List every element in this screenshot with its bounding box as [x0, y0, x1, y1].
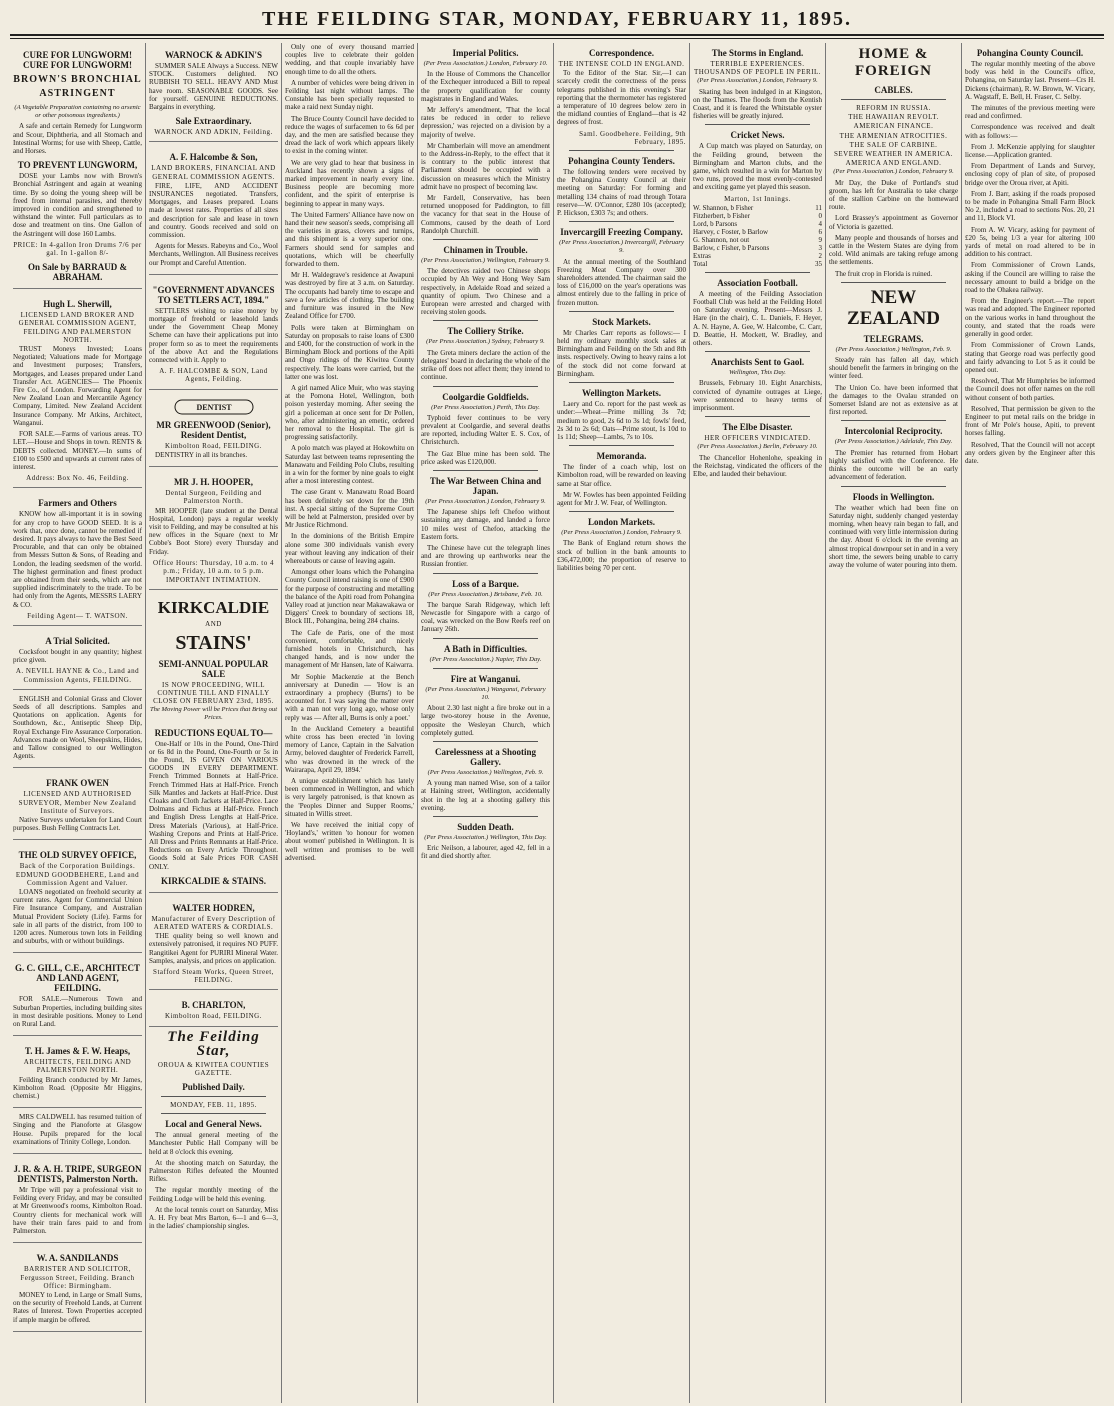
column-6 — [690, 43, 826, 1403]
advert-heading-2: STAINS' — [175, 631, 252, 654]
article-paragraph: The minutes of the previous meeting were read and confirmed. — [965, 104, 1095, 121]
advert-heading: Hugh L. Sherwill, — [43, 299, 112, 310]
advert-hodren — [149, 896, 278, 991]
article-paragraph: From Commissioner of Crown Lands, stating that George road was perfectly good and fairly advancing to Lot 5 as it could be opened out. — [965, 341, 1095, 374]
article-heading: Coolgardie Goldfields. — [442, 391, 529, 402]
article-heading: Loss of a Barque. — [452, 578, 519, 589]
article-dateline: (Per Press Association.) Berlin, February 10. — [697, 443, 818, 451]
article-heading: Carelessness at a Shooting Gallery. — [434, 746, 537, 767]
advert-note: IS NOW PROCEEDING, WILL CONTINUE TILL AND FINALLY CLOSE ON FEBRUARY 23rd, 1895. — [153, 680, 274, 705]
score-runs: 6 — [818, 227, 822, 236]
article-paragraph: Skating has been indulged in at Kingston, on the Thames. The floods from the Kentish Coast, and it is feared the Whitstable oyster fisheries will be greatly injured. — [693, 87, 822, 121]
advert-subheading: SEMI-ANNUAL POPULAR SALE — [158, 658, 269, 679]
column-2 — [146, 43, 282, 1403]
advert-farmers — [13, 491, 142, 626]
paper-published: Published Daily. — [182, 1082, 245, 1093]
article-paragraph: Many people and thousands of horses and cattle in the Western States are dying from cold. Wild animals are taking refuge among the settlements. — [829, 233, 958, 267]
advert-body: SETTLERS wishing to raise money by mortgage of freehold or leasehold lands under the Government Cheap Money Scheme can have their applications put into proper form so as to meet the requirements of the above Act and the Regulations connected with it. Apply to — [149, 306, 278, 365]
score-name: Barlow, c Fisher, b Parsons — [693, 243, 770, 252]
article-paragraph: Mr Chamberlain will move an amendment to the Address-in-Reply, to the effect that it is contrary to the public interest that Parliament should be occupied with a discussion on measures which the Ministry admit have no prospect of becoming law. — [421, 141, 550, 191]
article-heading: Chinamen in Trouble. — [443, 245, 528, 256]
advert-signature: KIRKCALDIE & STAINS. — [160, 875, 267, 886]
score-name: W. Shannon, b Fisher — [693, 203, 754, 212]
divider — [841, 282, 946, 283]
article-dateline: (Per Press Association.) Perth, This Day. — [431, 403, 540, 411]
article-dateline: (Per Press Association.) Wanganui, February 10. — [425, 685, 546, 701]
article-dateline: (Per Press Association.) Napier, This Day. — [429, 655, 542, 663]
article-paragraph: To the Editor of the Star. Sir,—I can scarcely credit the correctness of the press telegrams published in this evening's Star reporting that the thermometer has registered a temperature of 10 degrees below zero in the midland counties of England—that is 42 degrees of frost. — [557, 69, 686, 127]
advert-subheading: LICENSED AND AUTHORISED SURVEYOR, Member New Zealand Institute of Surveyors. — [18, 790, 137, 815]
article-dateline: (Per Press Association.) Wellington, Feb. 9. — [427, 768, 544, 776]
divider — [569, 311, 674, 312]
article-paragraph: From Department of Lands and Survey, enclosing copy of plan of site, of proposed bridge over the Oroua river, at Apiti. — [965, 162, 1095, 187]
advert-heading: THE OLD SURVEY OFFICE, — [18, 850, 137, 861]
advert-heading: "GOVERNMENT ADVANCES TO SETTLERS ACT, 1894." — [152, 284, 275, 305]
news-paragraph: We have received the initial copy of 'Hoyland's,' written 'to honour for women about women' published in Wellington. It is well written and promises to be well advertised. — [285, 821, 414, 862]
score-table — [693, 204, 822, 268]
news-paragraph: The Cafe de Paris, one of the most convenient, comfortable, and nicely furnished hotels in Christchurch, has changed hands, and is now under the management of Mr Hansen, late of Kaiwarra. — [285, 628, 414, 670]
advert-caldwell — [13, 1111, 142, 1154]
news-paragraph: Polls were taken at Birmingham on Saturday on proposals to raise loans of £300 and £400, for the construction of work in the Birmingham Block and portions of the Apiti and Ongo ridings of the Kiwitea County respectively. The loans were carried, but the latter one was lost. — [285, 323, 414, 381]
advert-heading: B. CHARLTON, — [181, 1000, 246, 1011]
advert-agents: Agents for Messrs. Rabeyns and Co., Wool Merchants, Wellington. All Business receives our Prompt and Careful Attention. — [149, 242, 278, 267]
divider — [569, 445, 674, 446]
article-dateline: (Per Press Association.) London, February 10. — [423, 60, 548, 67]
article-paragraph: The Premier has returned from Hobart highly satisfied with the Conference. He thinks the outcome will be an early advancement of federation. — [829, 448, 958, 482]
advert-sandilands — [13, 1246, 142, 1331]
cable-topic: REFORM IN RUSSIA. — [856, 104, 931, 112]
news-paragraph: The case Grant v. Manawatu Road Board has been definitely set down for the 19th inst. A special sitting of the Supreme Court will be held at Palmerston, presided over by Mr Justice Richmond. — [285, 488, 414, 530]
advert-subheading: LAND BROKERS, FINANCIAL AND GENERAL COMMISSION AGENTS. — [151, 164, 276, 181]
article-paragraph: At the annual meeting of the Southland Freezing Meat Company over 300 shareholders attended. The chairman said the loss of £16,000 on the year's operations was almost entirely due to the falling in price of frozen mutton. — [557, 257, 686, 307]
article-paragraph: Typhoid fever continues to be very prevalent at Coolgardie, and several deaths are reported, including Walter E. S. Cox, of Christchurch. — [421, 413, 550, 447]
article-heading: Floods in Wellington. — [852, 491, 935, 502]
advert-subheading: (A Vegetable Preparation containing no arsenic or other poisonous ingredients.) — [14, 104, 141, 120]
advert-body-2: DOSE your Lambs now with Brown's Bronchial Astringent and again at weaning time. By so doing the young sheep will be freed from internal parasites, and thereby improved in condition and strengthened to withstand the winter. Full particulars as to dose and treatment on tins. One Gallon of the Astringent will dose 160 Lambs. — [13, 172, 142, 238]
advert-heading: BROWN'S BRONCHIAL ASTRINGENT — [13, 74, 142, 99]
column-3 — [282, 43, 418, 1403]
advert-greenwood — [149, 393, 278, 467]
article-heading: Intercolonial Reciprocity. — [844, 426, 943, 437]
divider — [433, 239, 538, 240]
advert-title: CURE FOR LUNGWORM! CURE FOR LUNGWORM! — [23, 50, 132, 70]
article-heading: Correspondence. — [588, 48, 655, 58]
article-paragraph: A Cup match was played on Saturday, on the Feilding ground, between the Birmingham and Marton clubs, and the game, which resulted in a win for Marton by two runs, proved the most evenly-contested and exciting game yet played this season. — [693, 142, 822, 192]
article-paragraph: The Union Co. have been informed that the damages to the Ovalau stranded on Somerset Island are not as extensive as at first reported. — [829, 383, 958, 417]
news-paragraph: The Bruce County Council have decided to reduce the wages of surfacemen to 6s 6d per day, and the men are satisfied because they dread the lack of work which appears likely to exist in the coming winter. — [285, 114, 414, 156]
news-paragraph: Mr Sophie Mackenzie at the Bench anniversary at Dunedin — 'How is an extraordinary a prophecy (Burns') to be accounted for. I was saying the matter over with a man not very long ago, whose only reply was — After all, Burns is only a poet.' — [285, 672, 414, 722]
divider — [569, 382, 674, 383]
advert-charlton — [149, 993, 278, 1026]
divider — [433, 741, 538, 742]
article-heading: Pohangina County Tenders. — [568, 156, 675, 167]
article-paragraph: Resolved, That Mr Humphries be informed the Council does not offer names on the roll without consent of both parties. — [965, 377, 1095, 402]
article-dateline: (Per Press Association.) London, February 9. — [833, 168, 954, 176]
article-dateline: (Per Press Association.) Wellington, This Day. — [424, 834, 547, 841]
advert-address: Address: Box No. 46, Feilding. — [26, 474, 129, 483]
score-runs: 35 — [815, 259, 822, 268]
advert-heading: MR GREENWOOD (Senior), Resident Dentist, — [156, 419, 271, 440]
advert-subheading: ARCHITECTS, FEILDING AND PALMERSTON NORTH. — [23, 1058, 132, 1075]
advert-body: Feilding Branch conducted by Mr James, Kimbolton Road. (Opposite Mr Higgins, chemist.) — [13, 1075, 142, 1101]
article-paragraph: The Japanese ships left Chefoo without sustaining any damage, and landed a force 10 miles west of Chefoo, attacking the Eastern forts. — [421, 508, 550, 541]
advert-body: ENGLISH and Colonial Grass and Clover Seeds of all descriptions. Samples and Quotations on application. Agents for Southdown, &c., Antiseptic Sheep Dip, Royal Exchange Fire Assurance Corporation. Advances made on Wool, Sheepskins, Hides, and Tallow consigned to our Wellington Agents. — [13, 694, 142, 761]
article-paragraph: Mr Jeffery's amendment, 'That the local rates be reduced in order to relieve depression,' was rejected on a division by a majority of twelve. — [421, 106, 550, 139]
article-dateline: (Per Press Association.) Wellington, February 9. — [421, 257, 550, 265]
score-name: Extras — [693, 251, 711, 260]
section-heading-home-foreign: HOME & FOREIGN — [854, 46, 932, 79]
dentist-banner-text: DENTIST — [195, 402, 232, 412]
column-7 — [826, 43, 962, 1403]
advert-heading-2: TO PREVENT LUNGWORM, — [17, 160, 138, 171]
advert-heading: A Trial Solicited. — [45, 635, 110, 646]
advert-subheading: LICENSED LAND BROKER AND GENERAL COMMISSION AGENT, FEILDING AND PALMERSTON NORTH. — [18, 311, 137, 344]
score-row — [693, 220, 822, 228]
article-paragraph: The Chancellor Hohenlohe, speaking in the Reichstag, vindicated the officers of the Elbe, and lauded their behaviour. — [693, 453, 822, 479]
advert-subheading: Kimbolton Road, FEILDING. — [165, 1012, 262, 1021]
article-paragraph: Resolved, That the Council will not accept any orders given by the Engineer after this date. — [965, 440, 1095, 465]
news-paragraph: At the local tennis court on Saturday, Miss A. H. Fry beat Mrs Barton, 6—1 and 6—3, in the ladies' championship singles. — [149, 1205, 278, 1231]
article-paragraph: From J. McKenzie applying for slaughter license.—Application granted. — [965, 142, 1095, 160]
advert-heading: WARNOCK & ADKIN'S — [164, 50, 262, 60]
cable-topic: THE SALE OF CARBINE. — [849, 140, 938, 149]
score-name: Harvey, c Foster, b Barlow — [693, 227, 769, 236]
news-paragraph: In the Auckland Cemetery a beautiful white cross has been erected 'in loving memory of Lance, Captain in the Salvation Army, beloved daughter of Frederick Farrell, who was drowned in the wreck of the Wairarapa, April 29, 1894.' — [285, 724, 414, 774]
columns — [10, 43, 1104, 1403]
letter-signature: Saml. Goodbehere. Feilding, 9th February, 1895. — [579, 129, 686, 146]
advert-body: THE quality being so well known and extensively patronised, it requires NO PUFF. Rangitikei Agent for PURIRI Mineral Water. Samples, analysis, and prices on application. — [149, 932, 278, 965]
divider — [433, 816, 538, 817]
article-paragraph: About 2.30 last night a fire broke out in a large two-storey house in the Avenue, opposite the Wesleyan Church, which completely gutted. — [421, 704, 550, 737]
article-paragraph: The Gaz Blue mine has been sold. The price asked was £120,000. — [421, 449, 550, 466]
advert-heading: WALTER HODREN, — [172, 902, 255, 913]
advert-warnock-adkin — [149, 43, 278, 142]
advert-body: TRUST Moneys Invested; Loans Negotiated; Valuations made for Mortgage and Investment purposes; Transfers, Mortgages, and Leases prepared under Land Transfer Act. AGENCIES— The Phoenix Fire Co., of London. Forwarding Agent for New Zealand Loan and Mercantile Agency Company, Limited. New Zealand Accident Insurance Company. Mr Atkins, Architect, Wanganui. — [13, 345, 142, 427]
article-heading: Wellington Markets. — [582, 388, 661, 399]
advert-body: A safe and certain Remedy for Lungworm and Scour, Diphtheria, and all Stomach and Intestinal Worms; for use with Sheep, Cattle, and Horses. — [13, 122, 142, 156]
advert-heading: Farmers and Others — [38, 498, 117, 509]
advert-heading: W. A. SANDILANDS — [36, 1253, 119, 1264]
news-paragraph: A unique establishment which has lately been commenced in Wellington, and which is very largely patronised, is that known as the 'Peoples Dinner and Supper Rooms,' situated in Willis street. — [285, 777, 414, 818]
advert-body: Mr Tripe will pay a professional visit to Feilding every Friday, and may be consulted at Mr Greenwood's rooms, Kimbolton Road. Country clients for mechanical work will have their train fares paid to and from Palmerston. — [13, 1186, 142, 1236]
advert-heading: MR J. H. HOOPER, — [174, 477, 253, 488]
cable-topic: THE ARMENIAN ATROCITIES. — [839, 131, 948, 140]
advert-goodbehere — [13, 843, 142, 953]
divider — [161, 1113, 266, 1114]
article-paragraph: Mr Day, the Duke of Portland's stud groom, has left for Australia to take charge of the stallion Carbine on the homeward route. — [829, 178, 958, 212]
advert-sherwill — [13, 292, 142, 488]
score-name: G. Shannon, not out — [693, 235, 750, 244]
article-subheading: TERRIBLE EXPERIENCES. THOUSANDS OF PEOPLE IN PERIL. — [693, 60, 822, 77]
article-paragraph: From Commissioner of Crown Lands, asking if the Council are willing to raise the necessary amount to build a bridge on the road to the Ohakea railway. — [965, 261, 1095, 295]
masthead-rule — [10, 34, 1104, 36]
article-heading: Invercargill Freezing Company. — [560, 227, 683, 238]
advert-advances-act — [149, 278, 278, 390]
advert-browns-astringent — [13, 43, 142, 289]
advert-james-heaps — [13, 1039, 142, 1108]
divider — [841, 486, 946, 487]
advert-title: Sale Extraordinary. — [175, 116, 252, 127]
section-heading-nz: NEW ZEALAND — [847, 286, 940, 329]
advert-italic: The Moving Power will be Prices that Bring out Prices. — [149, 706, 278, 722]
article-paragraph: The following tenders were received by the Pohangina County Council at their meeting on Saturday: For forming and metalling 134 chains of road through Totara reserve—W. O'Connor, £280 10s (accepted); P. Hickson, £303 7s; and others. — [557, 168, 686, 218]
score-row — [693, 236, 822, 244]
score-runs: 2 — [818, 251, 822, 260]
divider — [433, 573, 538, 574]
divider — [433, 470, 538, 471]
article-paragraph: The Chinese have cut the telegraph lines and are throwing up earthworks near the Russian frontier. — [421, 543, 550, 569]
advert-body: DENTISTRY in all its branches. — [155, 450, 248, 459]
article-paragraph: The regular monthly meeting of the above body was held in the Council's office, Pohangina, on Saturday last. Present—Crs H. Dickens (chairman), R. W. Brown, W. Vicary, A. Wagstaff, E. Bell, H. Fraser, C. Selby. — [965, 60, 1095, 101]
advert-subheading: BARRISTER AND SOLICITOR, Fergusson Street, Feilding. Branch Office: Birmingham. — [20, 1265, 135, 1290]
news-paragraph: In the dominions of the British Empire alone some 300 individuals vanish every year without leaving any indication of their whereabouts or cause of leaving again. — [285, 532, 414, 565]
news-paragraph: We are very glad to hear that business in Auckland has recently shown a signs of marked improvement in nearly every line. Business people are becoming more confident, and the spirit of enterprise is beginning to appear in many ways. — [285, 158, 414, 208]
advert-subheading: Manufacturer of Every Description of AERATED WATERS & CORDIALS. — [151, 914, 276, 931]
advert-and: AND — [205, 620, 222, 629]
divider — [433, 320, 538, 321]
news-paragraph: At the shooting match on Saturday, the Palmerston Rifles defeated the Mounted Rifles. — [149, 1158, 278, 1184]
cable-topic: AMERICAN FINANCE. — [853, 122, 934, 131]
advert-body: FOR SALE.—Numerous Town and Suburban Properties, including building sites in most desirable positions. Money to Lend on Rural Land. — [13, 995, 142, 1029]
news-paragraph: A girl named Alice Muir, who was staying at the Pomona Hotel, Wellington, both poison yesterday morning. After seeing the girl a policeman at once sent for Dr Pollen, who, after administering an emetic, ordered her removal to the Hospital. The girl is progressing satisfactorily. — [285, 383, 414, 442]
news-paragraph: Only one of every thousand married couples live to celebrate their golden wedding, and that couple invariably have enough time to do all the others. — [285, 43, 414, 76]
advert-body: KNOW how all-important it is in sowing for any crop to have GOOD SEED. It is a work that, once done, cannot be remedied if desired. It pays always to have the Best Seed Procurable, and that can only be obtained from Messrs Sutton & Sons, of Reading and London, the leading seedsmen of the world. The highest germination and finest product are obtained from their seeds, which are not supplied indiscriminately to the trade. To be had only from the Agents, MESSRS LAERY & CO. — [13, 510, 142, 609]
advert-hours: Office Hours: Thursday, 10 a.m. to 4 p.m.; Friday, 10 a.m. to 5 p.m. — [153, 558, 274, 575]
article-heading: Sudden Death. — [457, 822, 514, 832]
paper-date: MONDAY, FEB. 11, 1895. — [170, 1101, 257, 1110]
article-paragraph: From A. W. Vicary, asking for payment of £20 5s, being 1/3 a year for altering 100 yards of metal on road altered to be in addition to his contract. — [965, 225, 1095, 259]
score-name: Lord, b Parsons — [693, 219, 738, 228]
news-paragraph: A polo match was played at Hokowhitu on Saturday last between teams representing the Manawatu and Feilding Polo Clubs, resulting in a win for the former by nine goals to eight after a most interesting contest. — [285, 444, 414, 486]
advert-body: MRS CALDWELL has resumed tuition of Singing and the Pianoforte at Glasgow House. Pupils prepared for the local examinations of Trinity College, London. — [13, 1113, 142, 1146]
article-paragraph: Mr Charles Carr reports as follows:— I held my ordinary monthly stock sales at Birmingham and Feilding on the 5th and 8th insts. respectively. Owing to heavy rains a lot of the stock did not come forward at Birmingham. — [557, 328, 686, 378]
cable-topic: THE HAWAIIAN REVOLT. — [848, 113, 939, 122]
article-paragraph: The barque Sarah Ridgeway, which left Newcastle for Singapore with a cargo of coal, was wrecked on the Bow Reefs reef on January 26th. — [421, 600, 550, 634]
article-paragraph: Steady rain has fallen all day, which should benefit the farmers in bringing on the winter feed. — [829, 356, 958, 381]
article-heading: Pohangina County Council. — [976, 48, 1084, 58]
column-5 — [554, 43, 690, 1403]
advert-hooper — [149, 470, 278, 590]
advert-heading-3: REDUCTIONS EQUAL TO— — [154, 727, 273, 738]
article-dateline: (Per Press Association.) London, February 9. — [561, 529, 682, 537]
article-heading: Anarchists Sent to Gaol. — [710, 357, 805, 368]
advert-seeds — [13, 693, 142, 769]
article-paragraph: Brussels, February 10. Eight Anarchists, convicted of dynamite outrages at Liege, were sentenced to heavy terms of imprisonment. — [693, 379, 822, 413]
divider — [705, 416, 810, 417]
divider — [569, 511, 674, 512]
article-paragraph: Eric Neilson, a labourer, aged 42, fell in a fit and died shortly after. — [421, 844, 550, 861]
article-paragraph: The detectives raided two Chinese shops occupied by Ah Wey and Hong Wey Sam respectively, in Adelaide Road and seized a quantity of opium. Two Chinese and a European were arrested and charged with receiving stolen goods. — [421, 267, 550, 317]
divider — [705, 272, 810, 273]
article-paragraph: In the House of Commons the Chancellor of the Exchequer introduced a Bill to repeal the property qualification for county magistrates in England and Wales. — [421, 70, 550, 103]
article-paragraph: Laery and Co. report for the past week as under:—Wheat—Prime milling 3s 7d; medium to good, 2s 6d to 3s 1d; fowls' feed, 2s 3d to 2s 6d; Oats—Prime stout, 1s 10d to 1s 11d; Sheep—Lambs, 7s to 10s. — [557, 400, 686, 441]
advert-body: SUMMER SALE Always a Success. NEW STOCK. Customers delighted. NO RUBBISH TO SELL. HEAVY AND Must have room. SEASONABLE GOODS. See for yourself. GENUINE REDUCTIONS. Bargains in everything. — [149, 62, 278, 112]
column-4 — [418, 43, 554, 1403]
article-dateline: (Per Press Association.) Wellington, Feb. 9. — [835, 345, 952, 353]
article-subheading: THE INTENSE COLD IN ENGLAND. — [558, 60, 685, 68]
advert-body: MR HOOPER (late student at the Dental Hospital, London) pays a regular weekly visit to Feilding, and may be consulted at his new offices in the Square (next to Mr Cobbe's Boot Store) every Thursday and Friday. — [149, 506, 278, 556]
news-paragraph: The annual general meeting of the Manchester Public Hall Company will be held at 8 o'clock this evening. — [149, 1131, 278, 1156]
article-subheading: HER OFFICERS VINDICATED. — [704, 434, 811, 443]
divider — [569, 150, 674, 151]
advert-frank-owen — [13, 771, 142, 840]
score-runs: 3 — [818, 243, 822, 252]
divider — [433, 668, 538, 669]
article-heading: The Elbe Disaster. — [722, 422, 793, 433]
score-heading: Marton, 1st Innings. — [724, 194, 791, 203]
advert-notice: IMPORTANT INTIMATION. — [166, 576, 261, 585]
article-heading: A Bath in Difficulties. — [443, 643, 527, 654]
advert-body: MONEY to Lend, in Large or Small Sums, on the security of Freehold Lands, at Current Rates of Interest. Town Properties accepted if ample margin be offered. — [13, 1290, 142, 1324]
advert-body: One-Half or 10s in the Pound, One-Third or 6s 8d in the Pound, One-Fourth or 5s in the Pound, IS GIVEN ON VARIOUS GOODS IN EVERY DEPARTMENT. French Trimmed Bonnets at Half-Price. French Trimmed Hats at Half-Price. French Silk Mantles and Jackets at Half-Price. Dust Cloaks and Cloth Jackets at Half-Price. Lace Dolmans and Fichus at Half-Price. French and English Dress Lengths at Half-Price. Dress Materials (Various), at Half-Price. Washing Crepons and Prints at Half-Price. All Dress and Prints Remnants at Half-Price. Reductions on Every Article Throughout. Goods Sold at Sale Prices FOR CASH ONLY. — [149, 739, 278, 871]
advert-body: LOANS negotiated on freehold security at current rates. Agent for Commercial Union Fire Insurance Company, and Australian Mutual Provident Society (Life). Farms for sale in all parts of the district, from 100 to 1200 acres. Numerous town lots in Feilding and suburbs, with or without buildings. — [13, 888, 142, 946]
divider — [569, 221, 674, 222]
news-paragraph: Amongst other loans which the Pohangina County Council intend raising is one of £900 for the purpose of constructing and metalling the balance of the Apiti road from Pohangina Valley road at junction near Makawakawa or Diggers' Creek to boundary of sections 18, Block III., Pohangina, being 284 chains. — [285, 568, 414, 626]
score-name: Fitzherbert, b Fisher — [693, 211, 750, 220]
advert-heading: T. H. James & F. W. Heaps, — [24, 1046, 131, 1057]
advert-sale: On Sale by BARRAUD & ABRAHAM. — [27, 262, 127, 283]
advert-subheading: Dental Surgeon, Feilding and Palmerston North. — [165, 489, 262, 506]
article-heading: The War Between China and Japan. — [429, 475, 542, 496]
advert-sale: FOR SALE.—Farms of various areas. TO LET.—House and Shops in town. RENTS & DEBTS collected. MONEY.—In sums of £100 to £500 and upwards at current rates of interest. — [13, 430, 142, 471]
dentist-banner-icon — [174, 399, 254, 415]
news-paragraph: Mr H. Waldegrave's residence at Awapuni was destroyed by fire at 3 a.m. on Saturday. The occupants had barely time to escape and save a few articles of clothing. The building and furniture was insured in the New Zealand Office for £700. — [285, 271, 414, 321]
article-dateline: (Per Press Association.) Adelaide, This Day. — [834, 438, 953, 446]
cable-topic: SEVERE WEATHER IN AMERICA. — [833, 150, 954, 159]
cable-topic: AMERICA AND ENGLAND. — [845, 159, 942, 168]
article-dateline: (Per Press Association.) Brisbane, Feb. 10. — [428, 590, 543, 598]
divider — [161, 1096, 266, 1097]
column-8 — [962, 43, 1098, 1403]
paper-title: The Feilding Star, — [167, 1028, 260, 1059]
advert-subheading: Kimbolton Road, FEILDING. — [165, 441, 262, 450]
advert-tripe — [13, 1157, 142, 1243]
article-dateline: (Per Press Association.) Sydney, February 9. — [426, 338, 545, 346]
article-paragraph: The fruit crop in Florida is ruined. — [835, 269, 933, 278]
advert-gill — [13, 956, 142, 1036]
score-runs: 4 — [818, 219, 822, 228]
article-heading: Association Football. — [717, 277, 798, 288]
advert-subheading: Back of the Corporation Buildings. EDMUND GOODBEHERE, Land and Commission Agent and Valuer. — [15, 862, 140, 887]
news-paragraph: A number of vehicles were being driven in Feilding last night without lamps. The Constable has been specially requested to make a raid next Sunday night. — [285, 78, 414, 112]
masthead-title: THE FEILDING STAR, MONDAY, FEBRUARY 11, 1895. — [261, 8, 853, 30]
article-heading: Cricket News. — [730, 130, 785, 141]
advert-signature: WARNOCK AND ADKIN, Feilding. — [154, 128, 273, 137]
article-dateline: (Per Press Association.) Invercargill, February 9. — [559, 239, 684, 255]
news-paragraph: The regular monthly meeting of the Feilding Lodge will be held this evening. — [149, 1186, 278, 1203]
section-subheading: CABLES. — [874, 85, 913, 95]
article-paragraph: Correspondence was received and dealt with as follows:— — [965, 123, 1095, 140]
score-row — [693, 252, 822, 260]
article-paragraph: The finder of a coach whip, lost on Kimbolton road, will be rewarded on leaving same at Star office. — [557, 463, 686, 488]
advert-agent: Feilding Agent— T. WATSON. — [27, 611, 128, 620]
advert-heading: FRANK OWEN — [46, 778, 109, 789]
score-row — [693, 212, 822, 220]
article-paragraph: Mr W. Fowles has been appointed Feilding agent for Mr J. W. Fear, of Wellington. — [557, 490, 686, 507]
paper-subtitle: OROUA & KIWITEA COUNTIES GAZETTE. — [157, 1060, 270, 1077]
article-heading: The Colliery Strike. — [447, 326, 524, 337]
article-paragraph: The Bank of England return shows the stock of bullion in the bank amounts to £36,472,000; the proportion of reserve to liabilities being 70 per cent. — [557, 539, 686, 572]
score-runs: 0 — [818, 211, 822, 220]
section-subheading: TELEGRAMS. — [863, 333, 924, 344]
advert-address: Stafford Steam Works, Queen Street, FEILDING. — [153, 968, 274, 985]
masthead-rule-thin — [10, 38, 1104, 39]
advert-signature: A. F. HALCOMBE & SON, Land Agents, Feilding. — [159, 367, 268, 384]
advert-heading: A. F. Halcombe & Son, — [169, 152, 258, 163]
divider — [705, 124, 810, 125]
article-heading: Memoranda. — [596, 451, 647, 462]
advert-signature: A. NEVILL HAYNE & Co., Land and Commission Agents, FEILDING. — [15, 667, 140, 684]
advert-price: PRICE: In 4-gallon Iron Drums 7/6 per gal. In 1-gallon 8/- — [13, 240, 142, 258]
divider — [433, 638, 538, 639]
advert-trial — [13, 629, 142, 690]
article-paragraph: The Greta miners declare the action of the delegates' board in declaring the whole of the strike off does not affect them; they intend to continue. — [421, 348, 550, 382]
article-paragraph: From J. Barr, asking if the roads proposed to be made in Pohangina Small Farm Block No 2, included a road to sections Nos. 20, 21 and 11, Block VI. — [965, 189, 1095, 223]
article-dateline: (Per Press Association.) London, February 9. — [697, 77, 818, 85]
advert-heading: KIRKCALDIE — [157, 598, 270, 618]
article-heading: Fire at Wanganui. — [450, 673, 521, 684]
article-heading: London Markets. — [587, 517, 655, 528]
advert-heading: G. C. GILL, C.E., ARCHITECT AND LAND AGENT, FEILDING. — [14, 963, 141, 994]
article-dateline: Wellington, This Day. — [729, 369, 786, 377]
article-paragraph: The weather which had been fine on Saturday night, suddenly changed yesterday morning, when heavy rain began to fall, and continued with very little intermission during the day. About 6 o'clock in the evening an almost tropical downpour set in and in a very short time, the sewers being unable to carry away the volume of water pouring into them. — [829, 503, 958, 569]
paper-nameplate — [149, 1030, 278, 1115]
article-paragraph: A young man named Wise, son of a tailor at Haining street, Wellington, accidentally shot in the leg at a shooting gallery this evening. — [421, 779, 550, 812]
article-dateline: (Per Press Association.) London, February 9. — [425, 497, 546, 505]
article-heading: The Storms in England. — [711, 48, 804, 58]
advert-body: Cocksfoot bought in any quantity; highest price given. — [13, 647, 142, 665]
news-paragraph: The United Farmers' Alliance have now on hand their new season's seeds, comprising all the varieties in grass, clovers and turnips, and this shipment is a very superior one. Farmers should send for samples and quotations, which will be cheerfully forwarded to them. — [285, 210, 414, 269]
advert-body: FIRE, LIFE, AND ACCIDENT INSURANCES negotiated. Transfers, Mortgages, and Leases prepared. Loans made at lowest rates. Properties of all sizes and description for sale and lease in town and country. Goods received and sold on commission. — [149, 181, 278, 240]
advert-halcombe — [149, 145, 278, 274]
score-row — [693, 204, 822, 212]
advert-body: Native Surveys undertaken for Land Court purposes. Bush Felling Contracts Let. — [13, 816, 142, 833]
divider — [841, 420, 946, 421]
score-runs: 11 — [815, 203, 822, 212]
article-paragraph: A meeting of the Feilding Association Football Club was held at the Feilding Hotel on Saturday evening. Present—Messrs J. Hare (in the chair), C. L. Daniels, F. Heyer, A. N. Hayne, A. Gee, W. Halcombe, C. Carr, D. Beattie, H. Mockett, W. Bradley, and others. — [693, 289, 822, 348]
score-runs: 9 — [818, 235, 822, 244]
article-paragraph: Resolved, That permission be given to the Engineer to put metal rails on the bridge in front of Mr Pole's house, Apiti, to prevent horses falling. — [965, 404, 1095, 438]
article-paragraph: From the Engineer's report.—The report was read and adopted. The Engineer reported on the various works in hand throughout the county, and stated that the roads were generally in good order. — [965, 297, 1095, 339]
column-1 — [10, 43, 146, 1403]
advert-kirkcaldie-stains — [149, 593, 278, 892]
article-heading: Stock Markets. — [592, 316, 651, 327]
score-row — [693, 228, 822, 236]
article-paragraph: Mr Fardell, Conservative, has been returned unopposed for Paddington, to fill the vacancy for that seat in the House of Commons, caused by the death of Lord Randolph Churchill. — [421, 194, 550, 235]
score-name: Total — [693, 259, 708, 268]
section-heading-local-news: Local and General News. — [165, 1119, 262, 1130]
article-paragraph: Lord Brassey's appointment as Governor of Victoria is gazetted. — [829, 214, 958, 231]
article-heading: Imperial Politics. — [452, 48, 519, 58]
advert-heading: J. R. & A. H. TRIPE, SURGEON DENTISTS, Palmerston North. — [13, 1164, 142, 1185]
score-row — [693, 244, 822, 252]
divider — [841, 99, 946, 100]
score-row-total — [693, 260, 822, 268]
divider — [705, 351, 810, 352]
divider — [433, 386, 538, 387]
